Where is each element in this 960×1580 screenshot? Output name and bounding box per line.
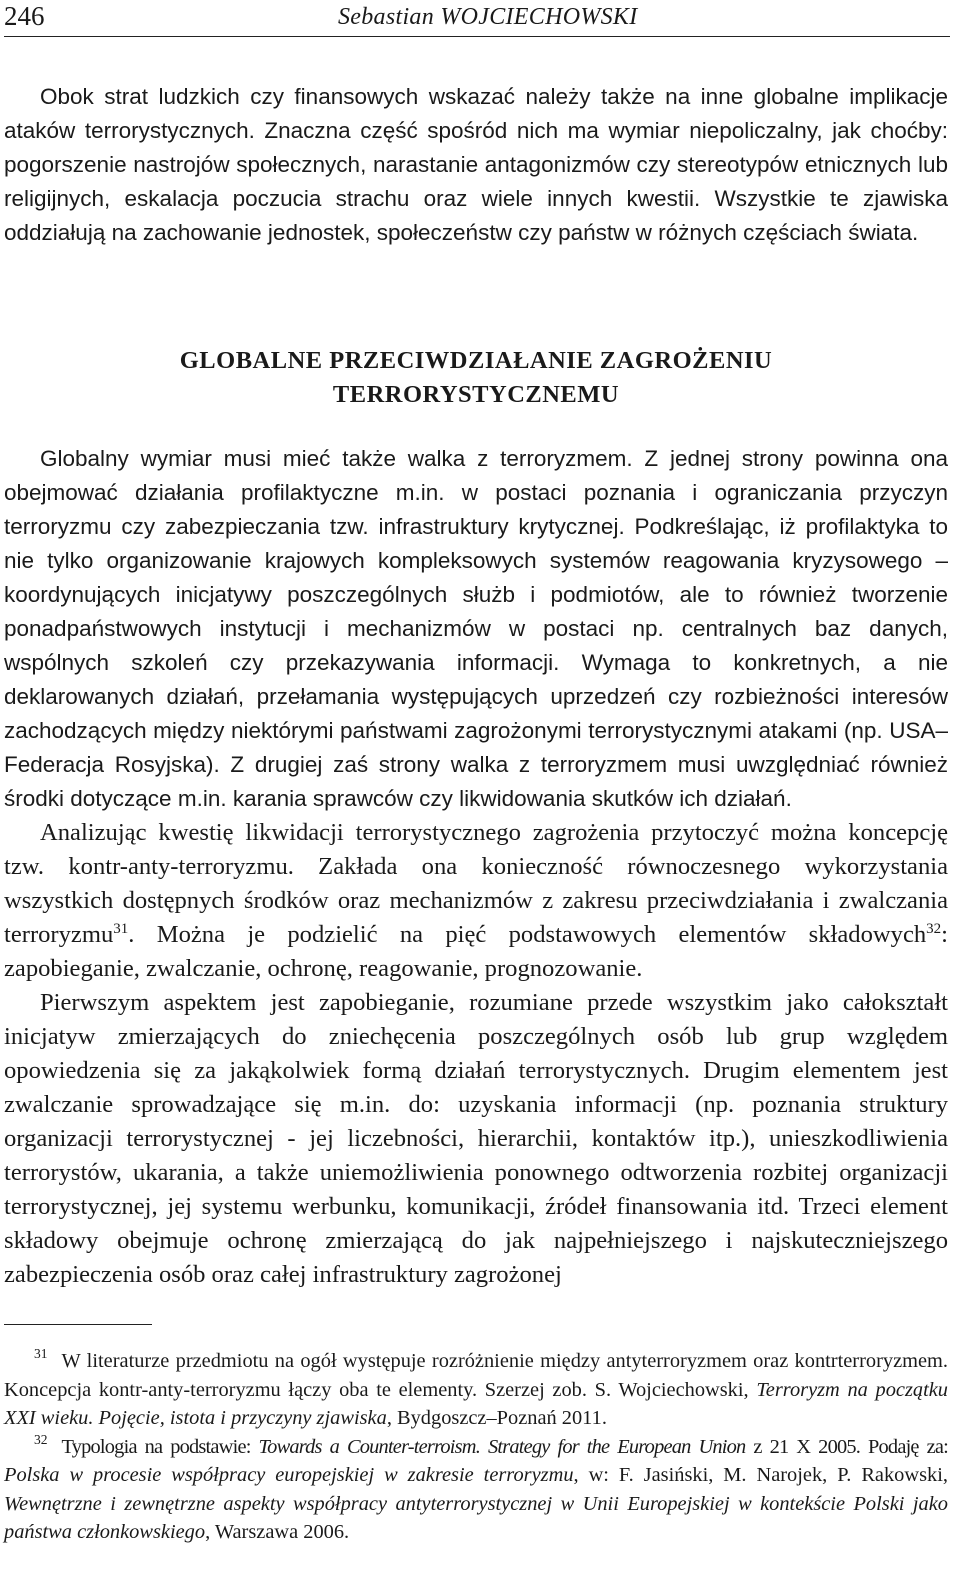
footnote-32-text-2: z 21 X 2005. Podaję za: — [745, 1435, 948, 1458]
paragraph-3-text-3: : zapobieganie, zwalczanie, ochronę, reagowanie, prognozowanie. — [4, 921, 948, 982]
footnote-32-title-3: Wewnętrzne i zewnętrzne aspekty współpracy antyterrorystycznej w Unii Europejskiej w kontekście Polski jako państwa członkowskiego — [4, 1492, 948, 1543]
footnote-separator — [4, 1324, 152, 1325]
body-section-intro — [4, 80, 948, 250]
paragraph-global-dimension: Globalny wymiar musi mieć także walka z terroryzmem. Z jednej strony powinna ona obejmować działania profilaktyczne m.in. w postaci poznania i ograniczania przyczyn terroryzmu czy zabezpieczania tzw. infrastruktury krytycznej. Podkreślając, iż profilaktyka to nie tylko organizowanie krajowych kompleksowych systemów reagowania kryzysowego – koordynujących inicjatywy poszczególnych służb i podmiotów, ale to również tworzenie ponadpaństwowych instytucji i mechanizmów w postaci np. centralnych baz danych, wspólnych szkoleń czy przekazywania informacji. Wymaga to konkretnych, a nie deklarowanych działań, przełamania występujących uprzedzeń czy rozbieżności interesów zachodzących między niektórymi państwami zagrożonymi terrorystycznymi atakami (np. USA–Federacja Rosyjska). Z drugiej zaś strony walka z terroryzmem musi uwzględniać również środki dotyczące m.in. karania sprawców czy likwidowania skutków ich działań. — [4, 446, 948, 811]
footnote-32-title-1: Towards a Counter-terroism. Strategy for the European Union — [258, 1435, 746, 1458]
footnote-32-title-2: Polska w procesie współpracy europejskiej w zakresie terroryzmu — [4, 1464, 574, 1486]
footnote-ref-31[interactable]: 31 — [113, 920, 129, 937]
footnotes — [4, 1347, 948, 1547]
paragraph-counter-anti-terrorism — [4, 816, 948, 986]
paragraph-first-aspect: Pierwszym aspektem jest zapobieganie, rozumiane przede wszystkim jako całokształt inicjatyw zmierzających do zniechęcenia poszczególnych osób lub grup względem opowiedzenia się za jakąkolwiek formą działań terrorystycznych. Drugim elementem jest zwalczanie sprowadzające się m.in. do: uzyskania informacji (np. poznania struktury organizacji terrorystycznej - jej liczebności, hierarchii, kontaktów itp.), unieszkodliwienia terrorystów, ukarania, a także uniemożliwienia ponownego odtworzenia rozbitej organizacji terrorystycznej, jej systemu werbunku, komunikacji, źródeł finansowania itd. Trzeci element składowy obejmuje ochronę zmierzającą do jak najpełniejszego i najskuteczniejszego zabezpieczenia osób oraz całej infrastruktury zagrożonej — [4, 989, 948, 1288]
page-number: 246 — [4, 1, 45, 31]
footnote-32-number: 32 — [34, 1431, 48, 1447]
paragraph-3-text-1: Analizując kwestię likwidacji terrorystycznego zagrożenia przytoczyć można koncepcję tzw. kontr-anty-terroryzmu. Zakłada ona konieczność równoczesnego wykorzystania wszystkich dostępnych środków oraz mechanizmów z zakresu przeciwdziałania i zwalczania terroryzmu — [4, 819, 948, 948]
footnote-31 — [4, 1347, 948, 1433]
section-heading-line-2: TERRORYSTYCZNEMU — [332, 381, 620, 408]
footnote-32-text-3: , w: F. Jasiński, M. Narojek, P. Rakowski, — [573, 1464, 948, 1486]
running-header — [4, 0, 950, 37]
footnote-ref-32[interactable]: 32 — [926, 920, 942, 937]
paragraph-intro: Obok strat ludzkich czy finansowych wskazać należy także na inne globalne implikacje ataków terrorystycznych. Znaczna część spośród nich ma wymiar niepoliczalny, jak choćby: pogorszenie nastrojów społecznych, narastanie antagonizmów czy stereotypów etnicznych lub religijnych, eskalacja poczucia strachu oraz wiele innych kwestii. Wszystkie te zjawiska oddziałują na zachowanie jednostek, społeczeństw czy państw w różnych częściach świata. — [4, 84, 948, 245]
running-head-author: Sebastian WOJCIECHOWSKI — [338, 4, 638, 30]
footnote-31-title: Terroryzm na początku XXI wieku. Pojęcie, istota i przyczyny zjawiska — [4, 1378, 948, 1429]
footnote-32-text-4: , Warszawa 2006. — [205, 1521, 350, 1543]
footnote-31-number: 31 — [34, 1346, 48, 1361]
footnote-31-text-1: W literaturze przedmiotu na ogół występuje rozróżnienie między antyterroryzmem oraz kontrterroryzmem. Koncepcja kontr-anty-terroryzmu łączy oba te elementy. Szerzej zob. S. Wojciechowski, — [4, 1350, 948, 1401]
section-heading-line-1: GLOBALNE PRZECIWDZIAŁANIE ZAGROŻENIU — [179, 347, 773, 374]
body-section-main — [4, 442, 948, 1292]
paragraph-3-text-2: . Można je podzielić na pięć podstawowych elementów składowych — [128, 921, 927, 948]
footnote-31-text-2: , Bydgoszcz–Poznań 2011. — [386, 1407, 607, 1429]
section-heading — [0, 344, 952, 412]
footnote-32-text-1: Typologia na podstawie: — [61, 1435, 259, 1458]
footnote-32 — [4, 1433, 948, 1547]
